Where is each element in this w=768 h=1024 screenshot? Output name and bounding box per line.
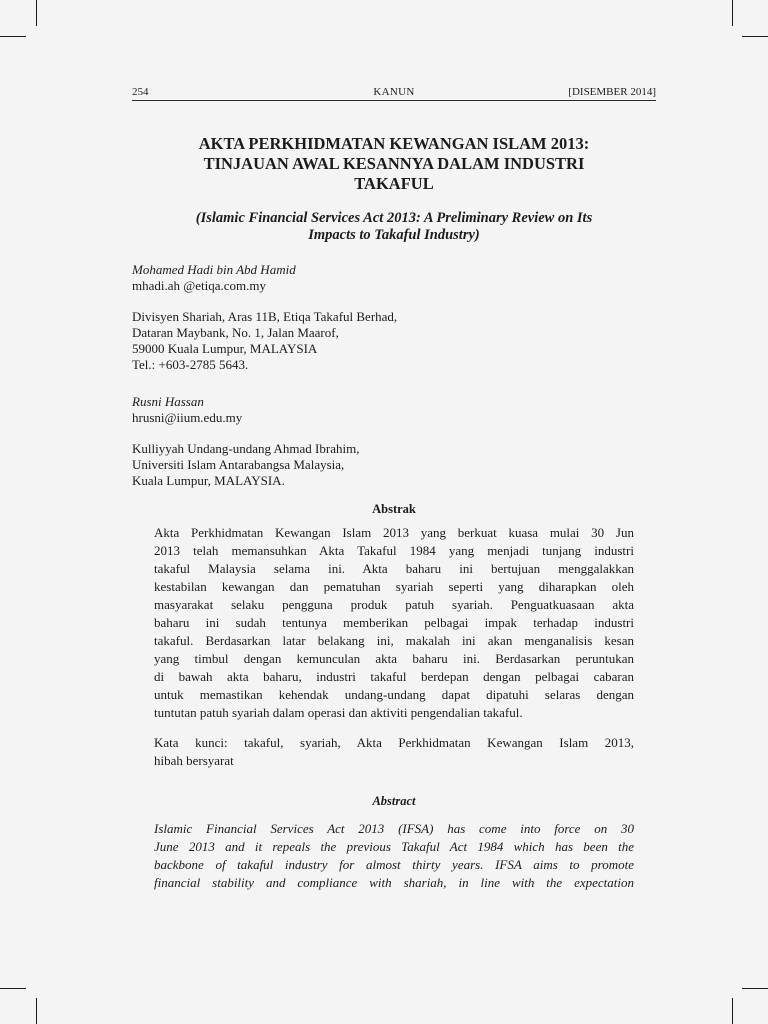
- crop-mark-bottom-right: [732, 998, 733, 1024]
- crop-mark-top-right-h: [742, 36, 768, 37]
- abstrak-line: di bawah akta baharu, industri takaful berdepan dengan pelbagai cabaran: [154, 669, 634, 684]
- abstrak-line: takaful Malaysia selama ini. Akta baharu ini bertujuan menggalakkan: [154, 561, 634, 576]
- affiliation-line: 59000 Kuala Lumpur, MALAYSIA: [132, 341, 318, 356]
- abstrak-body: [154, 524, 634, 722]
- abstrak-heading: Abstrak: [372, 502, 416, 516]
- abstrak-keywords: [154, 734, 634, 770]
- abstract-line: backbone of takaful industry for almost thirty years. IFSA aims to promote: [154, 857, 634, 872]
- abstrak-line: takaful. Berdasarkan latar belakang ini, makalah ini akan menganalisis kesan: [154, 633, 634, 648]
- author-email: mhadi.ah @etiqa.com.my: [132, 278, 266, 293]
- crop-mark-bottom-right-h: [742, 988, 768, 989]
- abstract-line: Islamic Financial Services Act 2013 (IFSA) has come into force on 30: [154, 821, 634, 836]
- subtitle-line: Impacts to Takaful Industry): [308, 227, 480, 243]
- author-block-1: [132, 262, 656, 373]
- title-line: AKTA PERKHIDMATAN KEWANGAN ISLAM 2013:: [198, 134, 590, 153]
- abstrak-line: masyarakat selaku pengguna produk patuh syariah. Penguatkuasaan akta: [154, 597, 634, 612]
- keywords-line: hibah bersyarat: [154, 753, 234, 768]
- crop-mark-bottom-left: [36, 998, 37, 1024]
- journal-name: KANUN: [373, 86, 415, 98]
- journal-issue: [DISEMBER 2014]: [568, 86, 656, 98]
- article-subtitle: [132, 210, 656, 244]
- abstrak-line: kestabilan kewangan dan pematuhan syariah seperti yang diharapkan oleh: [154, 579, 634, 594]
- keywords-line: Kata kunci: takaful, syariah, Akta Perkhidmatan Kewangan Islam 2013,: [154, 735, 634, 750]
- abstrak-line: tuntutan patuh syariah dalam operasi dan aktiviti pengendalian takaful.: [154, 705, 523, 720]
- abstrak-line: yang timbul dengan kemunculan akta baharu ini. Berdasarkan peruntukan: [154, 651, 634, 666]
- affiliation-line: Dataran Maybank, No. 1, Jalan Maarof,: [132, 325, 339, 340]
- abstrak-line: untuk memastikan kehendak undang-undang dapat dipatuhi selaras dengan: [154, 687, 634, 702]
- subtitle-line: (Islamic Financial Services Act 2013: A Preliminary Review on Its: [195, 210, 593, 226]
- header-rule: [132, 100, 656, 101]
- crop-mark-bottom-left-h: [0, 988, 26, 989]
- author-email: hrusni@iium.edu.my: [132, 410, 243, 425]
- page-number: 254: [132, 86, 149, 98]
- affiliation-line: Kulliyyah Undang-undang Ahmad Ibrahim,: [132, 441, 360, 456]
- affiliation-line: Tel.: +603-2785 5643.: [132, 357, 249, 372]
- abstrak-line: Akta Perkhidmatan Kewangan Islam 2013 yang berkuat kuasa mulai 30 Jun: [154, 525, 634, 540]
- author-name: Rusni Hassan: [132, 394, 204, 409]
- abstract-heading: Abstract: [372, 794, 416, 808]
- abstrak-line: baharu ini sudah tentunya memberikan pelbagai impak terhadap industri: [154, 615, 634, 630]
- article-title: [132, 134, 656, 194]
- abstract-line: June 2013 and it repeals the previous Takaful Act 1984 which has been the: [154, 839, 634, 854]
- abstract-body: [154, 820, 634, 892]
- crop-mark-top-right: [732, 0, 733, 26]
- affiliation-line: Universiti Islam Antarabangsa Malaysia,: [132, 457, 345, 472]
- affiliation-line: Divisyen Shariah, Aras 11B, Etiqa Takaful Berhad,: [132, 309, 398, 324]
- abstrak-line: 2013 telah memansuhkan Akta Takaful 1984 yang menjadi tunjang industri: [154, 543, 634, 558]
- crop-mark-top-left: [36, 0, 37, 26]
- crop-mark-top-left-h: [0, 36, 26, 37]
- affiliation-line: Kuala Lumpur, MALAYSIA.: [132, 473, 285, 488]
- title-line: TAKAFUL: [354, 174, 434, 193]
- author-name: Mohamed Hadi bin Abd Hamid: [132, 262, 296, 277]
- author-block-2: [132, 394, 656, 489]
- title-line: TINJAUAN AWAL KESANNYA DALAM INDUSTRI: [203, 154, 585, 173]
- abstract-line: financial stability and compliance with shariah, in line with the expectation: [154, 875, 634, 890]
